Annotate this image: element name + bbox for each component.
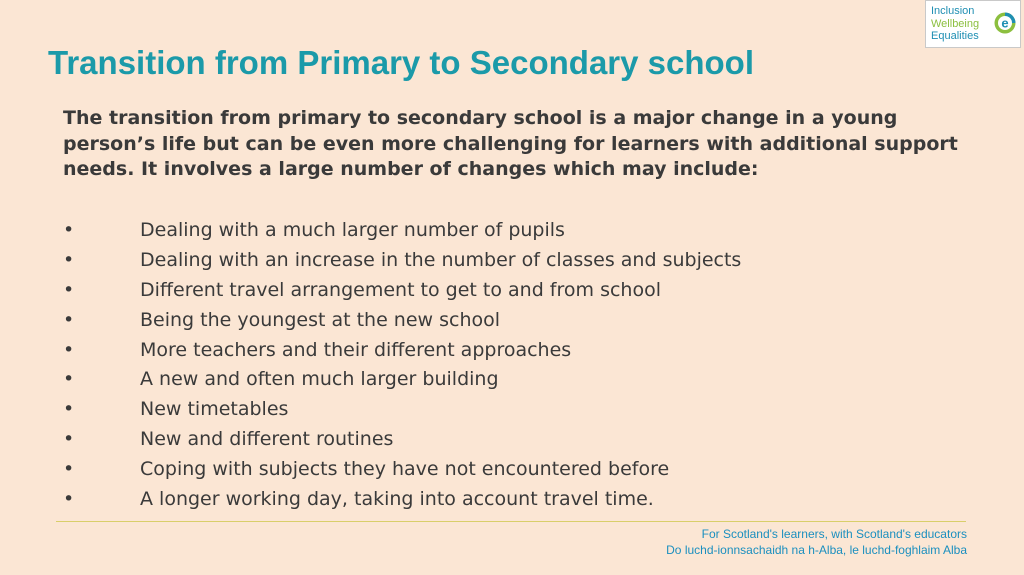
- footer-tagline: [666, 527, 967, 558]
- logo-text: [931, 5, 979, 43]
- list-item-text: New timetables: [140, 398, 289, 421]
- list-item-text: Being the youngest at the new school: [140, 308, 501, 331]
- list-item-text: New and different routines: [140, 428, 394, 451]
- logo-mark-letter: e: [1001, 15, 1009, 31]
- bullet-icon: •: [63, 278, 75, 301]
- intro-paragraph: The transition from primary to secondary school is a major change in a young person’s life but can be even more challenging for learners with additional support needs. It involves a large number of changes which may include:: [63, 107, 958, 180]
- list-item-text: Dealing with an increase in the number of classes and subjects: [140, 248, 742, 271]
- logo-mark-icon: [994, 12, 1016, 34]
- list-item: [63, 455, 741, 485]
- bullet-icon: •: [63, 458, 75, 481]
- list-item: [63, 485, 741, 515]
- logo-line-equalities: Equalities: [931, 30, 979, 42]
- bullet-icon: •: [63, 398, 75, 421]
- list-item: [63, 336, 741, 366]
- list-item-text: More teachers and their different approaches: [140, 338, 572, 361]
- logo-line-inclusion: Inclusion: [931, 5, 975, 17]
- changes-list: [63, 216, 741, 515]
- list-item: [63, 306, 741, 336]
- logo-line-wellbeing: Wellbeing: [931, 17, 980, 30]
- list-item: [63, 425, 741, 455]
- bullet-icon: •: [63, 248, 75, 271]
- bullet-icon: •: [63, 219, 75, 241]
- list-item: [63, 365, 741, 395]
- list-item: [63, 276, 741, 306]
- slide-title: Transition from Primary to Secondary school: [48, 44, 755, 81]
- list-item-text: A longer working day, taking into account travel time.: [140, 488, 654, 511]
- list-item-text: Coping with subjects they have not encountered before: [140, 458, 670, 481]
- bullet-icon: •: [63, 368, 75, 391]
- footer-divider: [56, 521, 966, 522]
- list-item-text: Different travel arrangement to get to and from school: [140, 278, 661, 301]
- list-item: [63, 395, 741, 425]
- bullet-icon: •: [63, 428, 75, 451]
- bullet-icon: •: [63, 338, 75, 361]
- bullet-icon: •: [63, 308, 75, 331]
- list-item: [63, 216, 741, 246]
- list-item: [63, 246, 741, 276]
- footer-line-english: For Scotland's learners, with Scotland's educators: [701, 527, 967, 541]
- footer-line-gaelic: Do luchd-ionnsachaidh na h-Alba, le luchd-foghlaim Alba: [666, 542, 967, 557]
- bullet-icon: •: [63, 488, 75, 511]
- list-item-text: Dealing with a much larger number of pupils: [140, 219, 565, 241]
- list-item-text: A new and often much larger building: [140, 368, 499, 391]
- education-scotland-logo: [925, 0, 1021, 48]
